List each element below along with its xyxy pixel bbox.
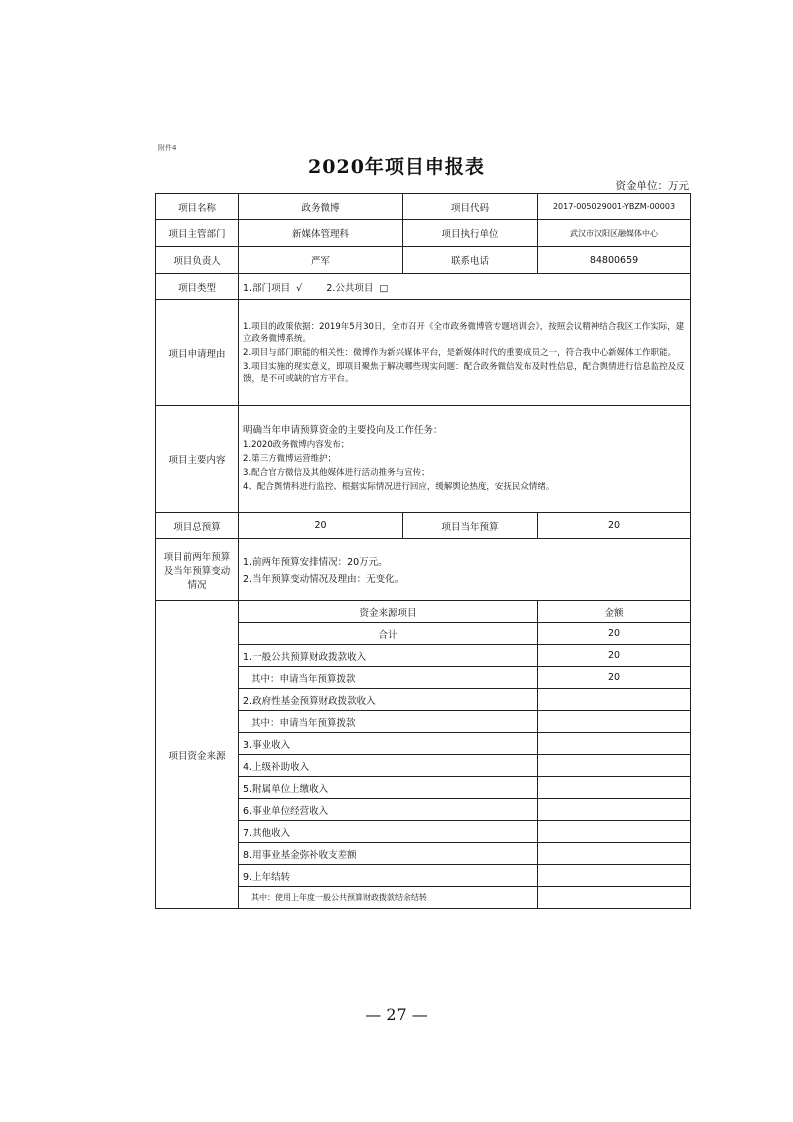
funding-amount [538, 689, 691, 711]
reason-line: 2.项目与部门职能的相关性：微博作为新兴媒体平台，是新媒体时代的重要成员之一，符合我中心新媒体工作职能。 [243, 347, 677, 358]
funding-source: 7.其他收入 [239, 821, 538, 843]
currency-unit: 资金单位：万元 [615, 180, 689, 192]
value-reason [239, 300, 691, 406]
row-prev-budget [156, 539, 691, 601]
value-content [239, 406, 691, 513]
row-project-type [156, 274, 691, 300]
reason-line: 3.项目实施的现实意义，即项目聚焦于解决哪些现实问题：配合政务微信发布及时性信息，配合舆情进行信息监控及反馈，是不可或缺的官方平台。 [243, 361, 685, 384]
content-lead: 明确当年申请预算资金的主要投向及工作任务： [243, 425, 443, 436]
row-main-content [156, 406, 691, 513]
funding-header-row [156, 601, 691, 623]
label-dept: 项目主管部门 [156, 220, 239, 247]
prev-line: 1.前两年预算安排情况：20万元。 [243, 557, 388, 568]
row-project-dept [156, 220, 691, 247]
label-type: 项目类型 [156, 274, 239, 300]
row-budget [156, 513, 691, 539]
label-exec-unit: 项目执行单位 [403, 220, 538, 247]
funding-amount [538, 865, 691, 887]
value-dept: 新媒体管理科 [239, 220, 403, 247]
page-title: 2020年项目申报表 [308, 156, 485, 178]
funding-amount: 20 [538, 645, 691, 667]
page-number: — 27 — [365, 1005, 428, 1024]
label-project-name: 项目名称 [156, 194, 239, 220]
funding-source: 其中：使用上年度一般公共预算财政拨款结余结转 [239, 887, 538, 909]
label-total-budget: 项目总预算 [156, 513, 239, 539]
project-application-table [155, 193, 691, 909]
funding-amount [538, 887, 691, 909]
funding-amount [538, 799, 691, 821]
funding-source: 8.用事业基金弥补收支差额 [239, 843, 538, 865]
funding-amount [538, 733, 691, 755]
reason-line: 1.项目的政策依据：2019年5月30日，全市召开《全市政务微博管专题培训会》，按照会议精神结合我区工作实际，建立政务微博系统。 [243, 321, 685, 344]
funding-amount [538, 755, 691, 777]
value-prev-budget [239, 539, 691, 601]
funding-source: 1.一般公共预算财政拨款收入 [239, 645, 538, 667]
content-line: 2.第三方微博运营维护； [243, 454, 337, 464]
value-phone: 84800659 [538, 247, 691, 274]
funding-source: 3.事业收入 [239, 733, 538, 755]
row-application-reason [156, 300, 691, 406]
funding-source: 6.事业单位经营收入 [239, 799, 538, 821]
label-prev-budget: 项目前两年预算及当年预算变动情况 [156, 539, 239, 601]
funding-source: 2.政府性基金预算财政拨款收入 [239, 689, 538, 711]
label-phone: 联系电话 [403, 247, 538, 274]
funding-source: 9.上年结转 [239, 865, 538, 887]
value-project-code: 2017-005029001-YBZM-00003 [538, 194, 691, 220]
value-project-name: 政务微博 [239, 194, 403, 220]
funding-amount: 20 [538, 667, 691, 689]
value-exec-unit: 武汉市汉阳区融媒体中心 [538, 220, 691, 247]
label-reason: 项目申请理由 [156, 300, 239, 406]
funding-source: 5.附属单位上缴收入 [239, 777, 538, 799]
page-mark: 附件4 [158, 144, 177, 152]
content-line: 3.配合官方微信及其他媒体进行活动推务与宣传； [243, 468, 430, 478]
row-project-name [156, 194, 691, 220]
label-funding-source: 项目资金来源 [156, 601, 239, 909]
header-amount: 金额 [538, 601, 691, 623]
row-project-owner [156, 247, 691, 274]
content-line: 4、配合舆情科进行监控、根据实际情况进行回应，缓解舆论热度，安抚民众情绪。 [243, 482, 555, 492]
funding-source: 合计 [239, 623, 538, 645]
funding-source: 4.上级补助收入 [239, 755, 538, 777]
prev-line: 2.当年预算变动情况及理由：无变化。 [243, 574, 405, 585]
value-type: 1.部门项目 √ 2.公共项目 □ [239, 274, 691, 300]
funding-source: 其中：申请当年预算拨款 [239, 711, 538, 733]
content-line: 1.2020政务微博内容发布； [243, 440, 350, 450]
funding-amount [538, 777, 691, 799]
label-project-code: 项目代码 [403, 194, 538, 220]
label-year-budget: 项目当年预算 [403, 513, 538, 539]
funding-amount [538, 843, 691, 865]
funding-amount [538, 821, 691, 843]
value-owner: 严军 [239, 247, 403, 274]
label-content: 项目主要内容 [156, 406, 239, 513]
value-year-budget: 20 [538, 513, 691, 539]
funding-source: 其中：申请当年预算拨款 [239, 667, 538, 689]
value-total-budget: 20 [239, 513, 403, 539]
header-source: 资金来源项目 [239, 601, 538, 623]
label-owner: 项目负责人 [156, 247, 239, 274]
funding-amount: 20 [538, 623, 691, 645]
funding-amount [538, 711, 691, 733]
